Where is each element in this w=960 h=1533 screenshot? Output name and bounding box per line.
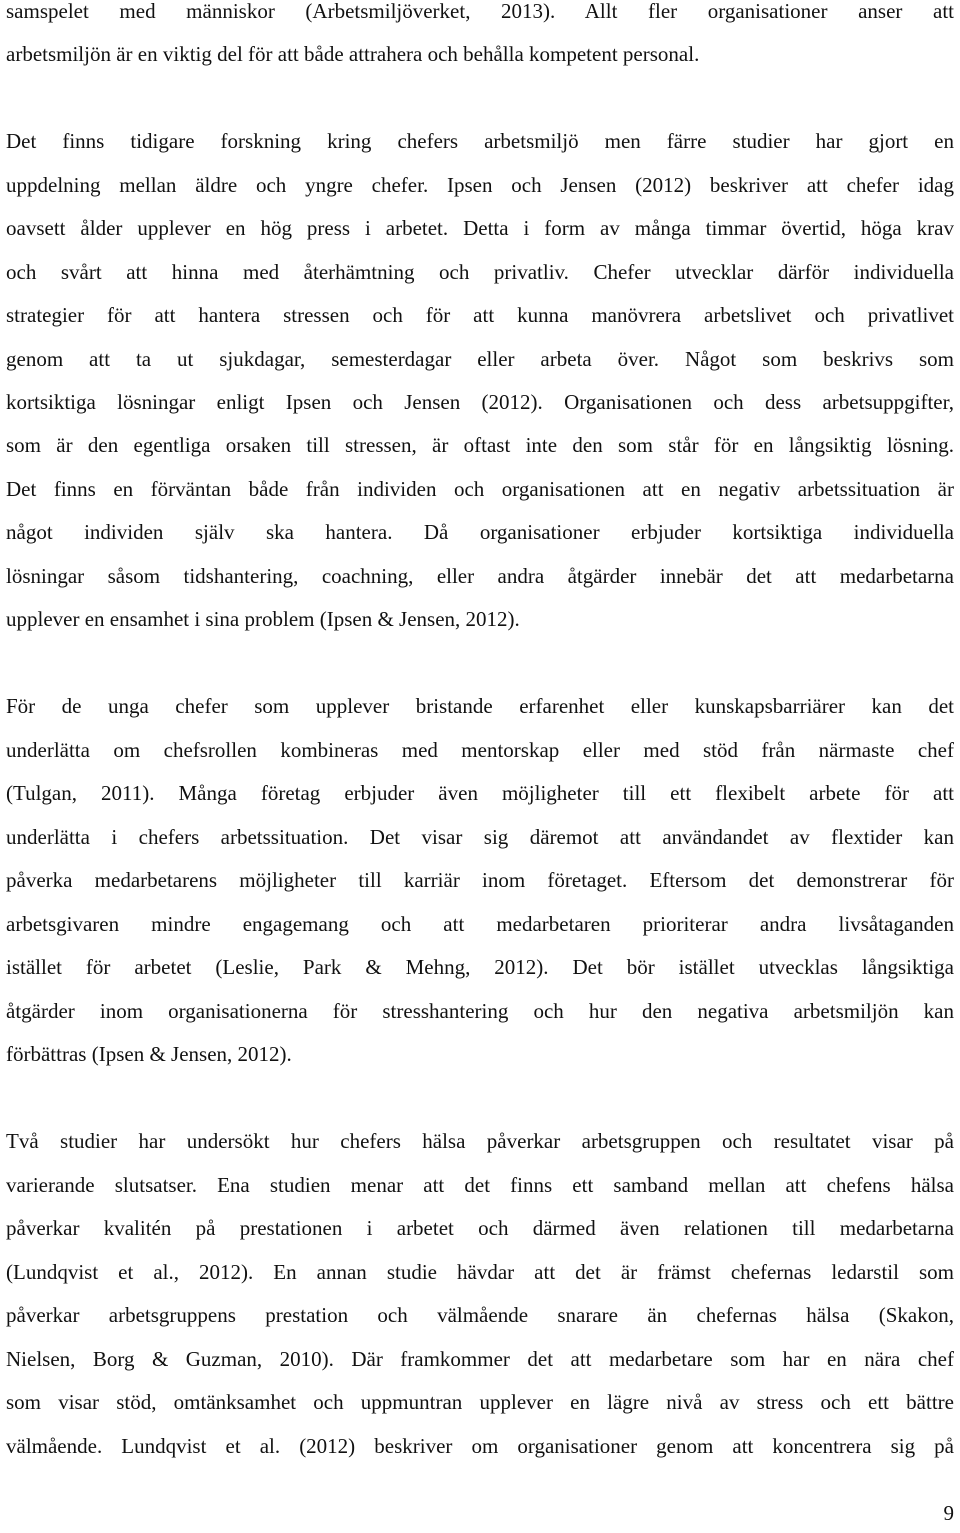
text-line: Det finns tidigare forskning kring chefers arbetsmiljö men färre studier har gjort en — [6, 129, 954, 153]
text-line: underlätta om chefsrollen kombineras med mentorskap eller med stöd från närmaste chef — [6, 738, 954, 762]
text-line: Det finns en förväntan både från individen och organisationen att en negativ arbetssituation är — [6, 477, 954, 501]
page-number: 9 — [943, 1501, 954, 1525]
text-line: påverka medarbetarens möjligheter till karriär inom företaget. Eftersom det demonstrerar för — [6, 868, 954, 892]
text-line: Två studier har undersökt hur chefers hälsa påverkar arbetsgruppen och resultatet visar på — [6, 1129, 954, 1153]
text-line: förbättras (Ipsen & Jensen, 2012). — [6, 1042, 292, 1066]
text-line: upplever en ensamhet i sina problem (Ipsen & Jensen, 2012). — [6, 607, 520, 631]
text-line: kortsiktiga lösningar enligt Ipsen och Jensen (2012). Organisationen och dess arbetsuppgifter, — [6, 390, 954, 414]
text-line: som är den egentliga orsaken till stressen, är oftast inte den som står för en långsiktig lösning. — [6, 433, 954, 457]
text-line: underlätta i chefers arbetssituation. Det visar sig däremot att användandet av flextider kan — [6, 825, 954, 849]
text-line: arbetsgivaren mindre engagemang och att medarbetaren prioriterar andra livsåtaganden — [6, 912, 954, 936]
text-line: och svårt att hinna med återhämtning och privatliv. Chefer utvecklar därför individuella — [6, 260, 954, 284]
text-line: (Lundqvist et al., 2012). En annan studie hävdar att det är främst chefernas ledarstil som — [6, 1260, 954, 1284]
text-line: Nielsen, Borg & Guzman, 2010). Där framkommer det att medarbetare som har en nära chef — [6, 1347, 954, 1371]
text-line: påverkar kvalitén på prestationen i arbetet och därmed även relationen till medarbetarna — [6, 1216, 954, 1240]
text-line: uppdelning mellan äldre och yngre chefer. Ipsen och Jensen (2012) beskriver att chefer idag — [6, 173, 954, 197]
text-line: (Tulgan, 2011). Många företag erbjuder även möjligheter till ett flexibelt arbete för att — [6, 781, 954, 805]
text-line: istället för arbetet (Leslie, Park & Mehng, 2012). Det bör istället utvecklas långsiktiga — [6, 955, 954, 979]
text-line: lösningar såsom tidshantering, coachning, eller andra åtgärder innebär det att medarbetarna — [6, 564, 954, 588]
text-line: oavsett ålder upplever en hög press i arbetet. Detta i form av många timmar övertid, höga krav — [6, 216, 954, 240]
text-line: som visar stöd, omtänksamhet och uppmuntran upplever en lägre nivå av stress och ett bättre — [6, 1390, 954, 1414]
text-line: genom att ta ut sjukdagar, semesterdagar eller arbeta över. Något som beskrivs som — [6, 347, 954, 371]
text-line: något individen själv ska hantera. Då organisationer erbjuder kortsiktiga individuella — [6, 520, 954, 544]
text-line: påverkar arbetsgruppens prestation och välmående snarare än chefernas hälsa (Skakon, — [6, 1303, 954, 1327]
text-line: välmående. Lundqvist et al. (2012) beskriver om organisationer genom att koncentrera sig på — [6, 1434, 954, 1458]
text-line: arbetsmiljön är en viktig del för att både attrahera och behålla kompetent personal. — [6, 42, 700, 66]
text-line: strategier för att hantera stressen och för att kunna manövrera arbetslivet och privatlivet — [6, 303, 954, 327]
text-line: samspelet med människor (Arbetsmiljöverket, 2013). Allt fler organisationer anser att — [6, 0, 954, 23]
text-line: varierande slutsatser. Ena studien menar att det finns ett samband mellan att chefens hälsa — [6, 1173, 954, 1197]
text-line: åtgärder inom organisationerna för stresshantering och hur den negativa arbetsmiljön kan — [6, 999, 954, 1023]
text-line: För de unga chefer som upplever bristande erfarenhet eller kunskapsbarriärer kan det — [6, 694, 954, 718]
